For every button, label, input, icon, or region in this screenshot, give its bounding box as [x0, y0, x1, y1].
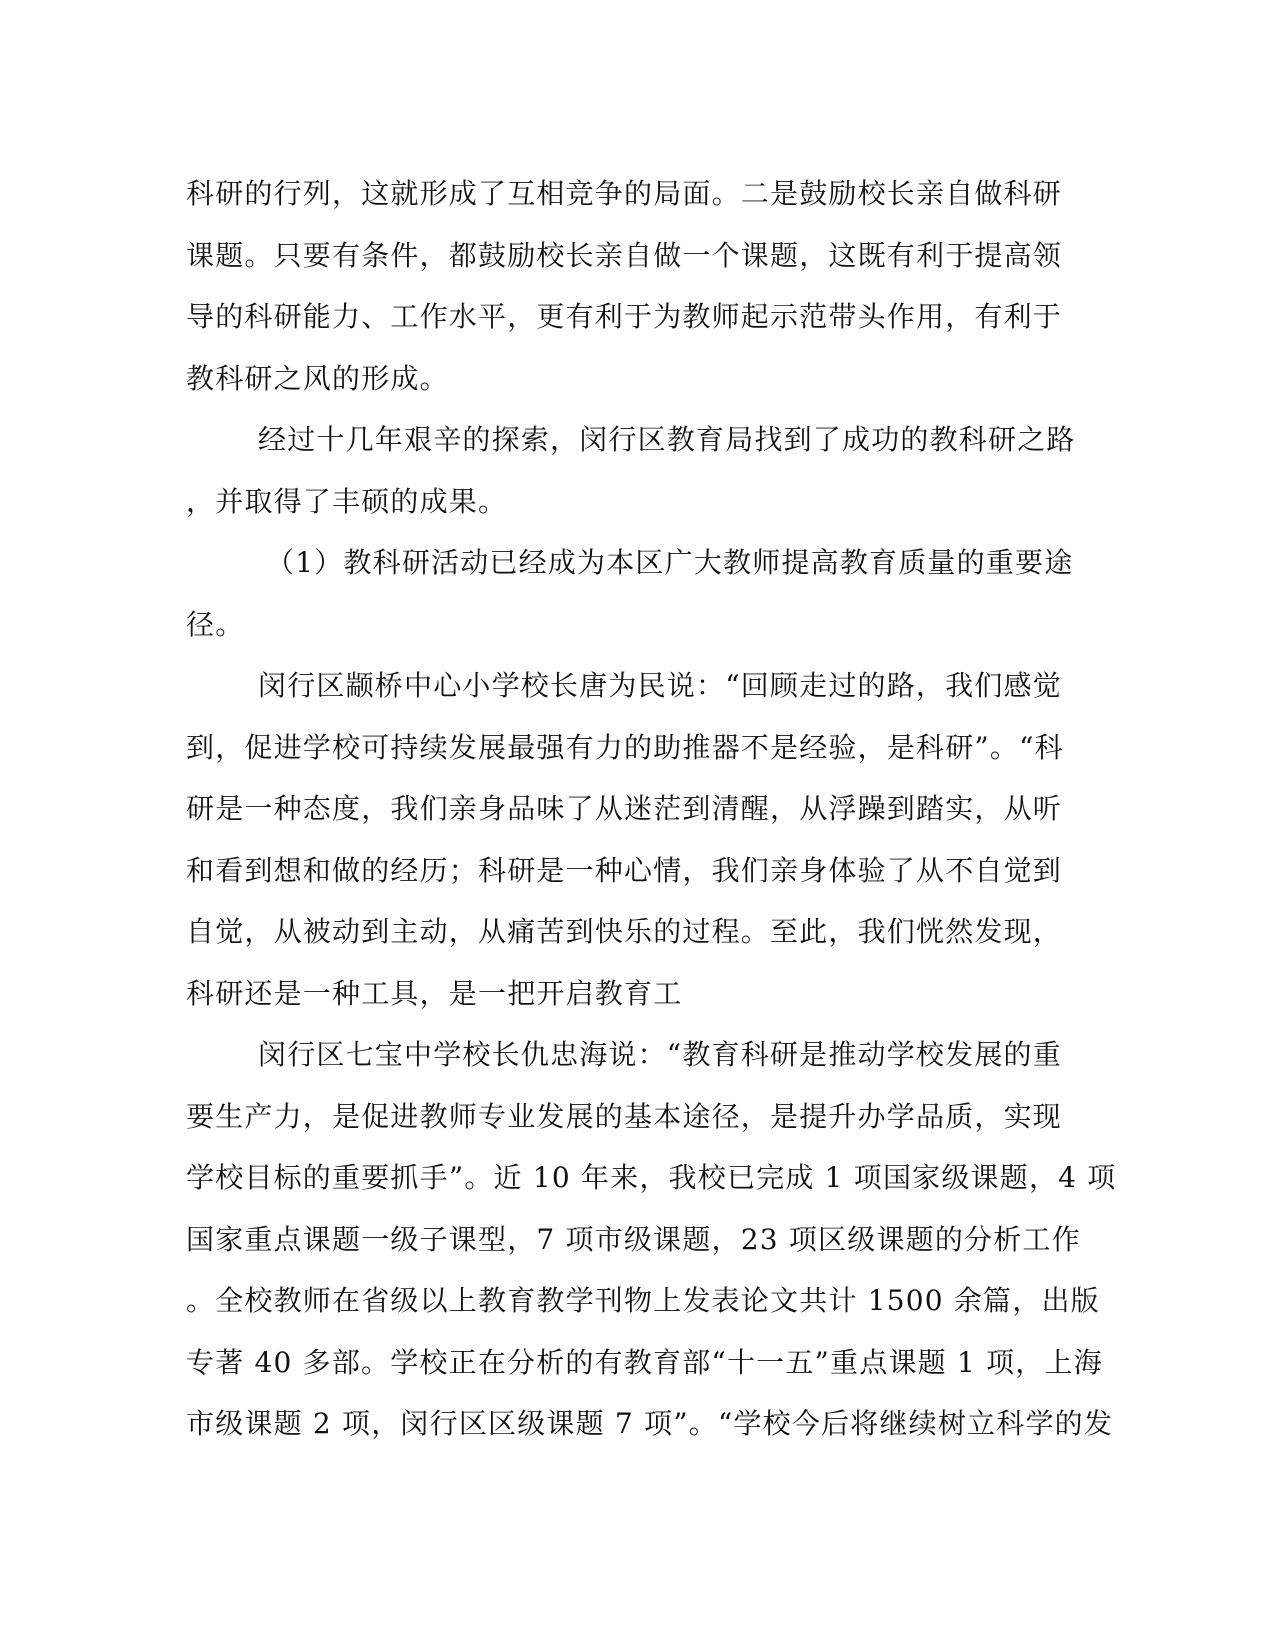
text-line: 课题。只要有条件，都鼓励校长亲自做一个课题，这既有利于提高领: [186, 238, 1063, 272]
text-line: 自觉，从被动到主动，从痛苦到快乐的过程。至此，我们恍然发现，: [186, 915, 1063, 948]
paragraph-start-line: 闵行区七宝中学校长仇忠海说：“教育科研是推动学校发展的重: [258, 1038, 1062, 1071]
text-line: 教科研之风的形成。: [186, 361, 449, 395]
body-text: [186, 163, 1117, 1455]
numbered-item-line: （1）教科研活动已经成为本区广大教师提高教育质量的重要途: [266, 546, 1074, 579]
paragraph-start-line: 经过十几年艰辛的探索，闵行区教育局找到了成功的教科研之路: [258, 423, 1076, 456]
text-line: 和看到想和做的经历；科研是一种心情，我们亲身体验了从不自觉到: [186, 853, 1063, 887]
text-line: 径。: [186, 607, 245, 641]
text-line: 学校目标的重要抓手”。近 10 年来，我校已完成 1 项国家级课题，4 项: [186, 1161, 1117, 1194]
text-line: 国家重点课题一级子课型，7 项市级课题，23 项区级课题的分析工作: [186, 1222, 1081, 1256]
text-line: 研是一种态度，我们亲身品味了从迷茫到清醒，从浮躁到踏实，从听: [186, 792, 1063, 825]
text-line: 要生产力，是促进教师专业发展的基本途径，是提升办学品质，实现: [186, 1099, 1063, 1133]
text-line: 科研还是一种工具，是一把开启教育工: [186, 976, 683, 1010]
text-line: 导的科研能力、工作水平，更有利于为教师起示范带头作用，有利于: [186, 300, 1063, 333]
text-line: 市级课题 2 项，闵行区区级课题 7 项”。“学校今后将继续树立科学的发: [186, 1407, 1114, 1440]
text-line: 到，促进学校可持续发展最强有力的助推器不是经验，是科研”。“科: [186, 730, 1064, 764]
text-line: 科研的行列，这就形成了互相竞争的局面。二是鼓励校长亲自做科研: [186, 177, 1063, 210]
text-line: 。全校教师在省级以上教育教学刊物上发表论文共计 1500 余篇，出版: [186, 1284, 1100, 1317]
paragraph-start-line: 闵行区颛桥中心小学校长唐为民说：“回顾走过的路，我们感觉: [258, 669, 1062, 702]
text-line: ，并取得了丰硕的成果。: [186, 484, 508, 518]
text-line: 专著 40 多部。学校正在分析的有教育部“十一五”重点课题 1 项，上海: [186, 1345, 1103, 1379]
